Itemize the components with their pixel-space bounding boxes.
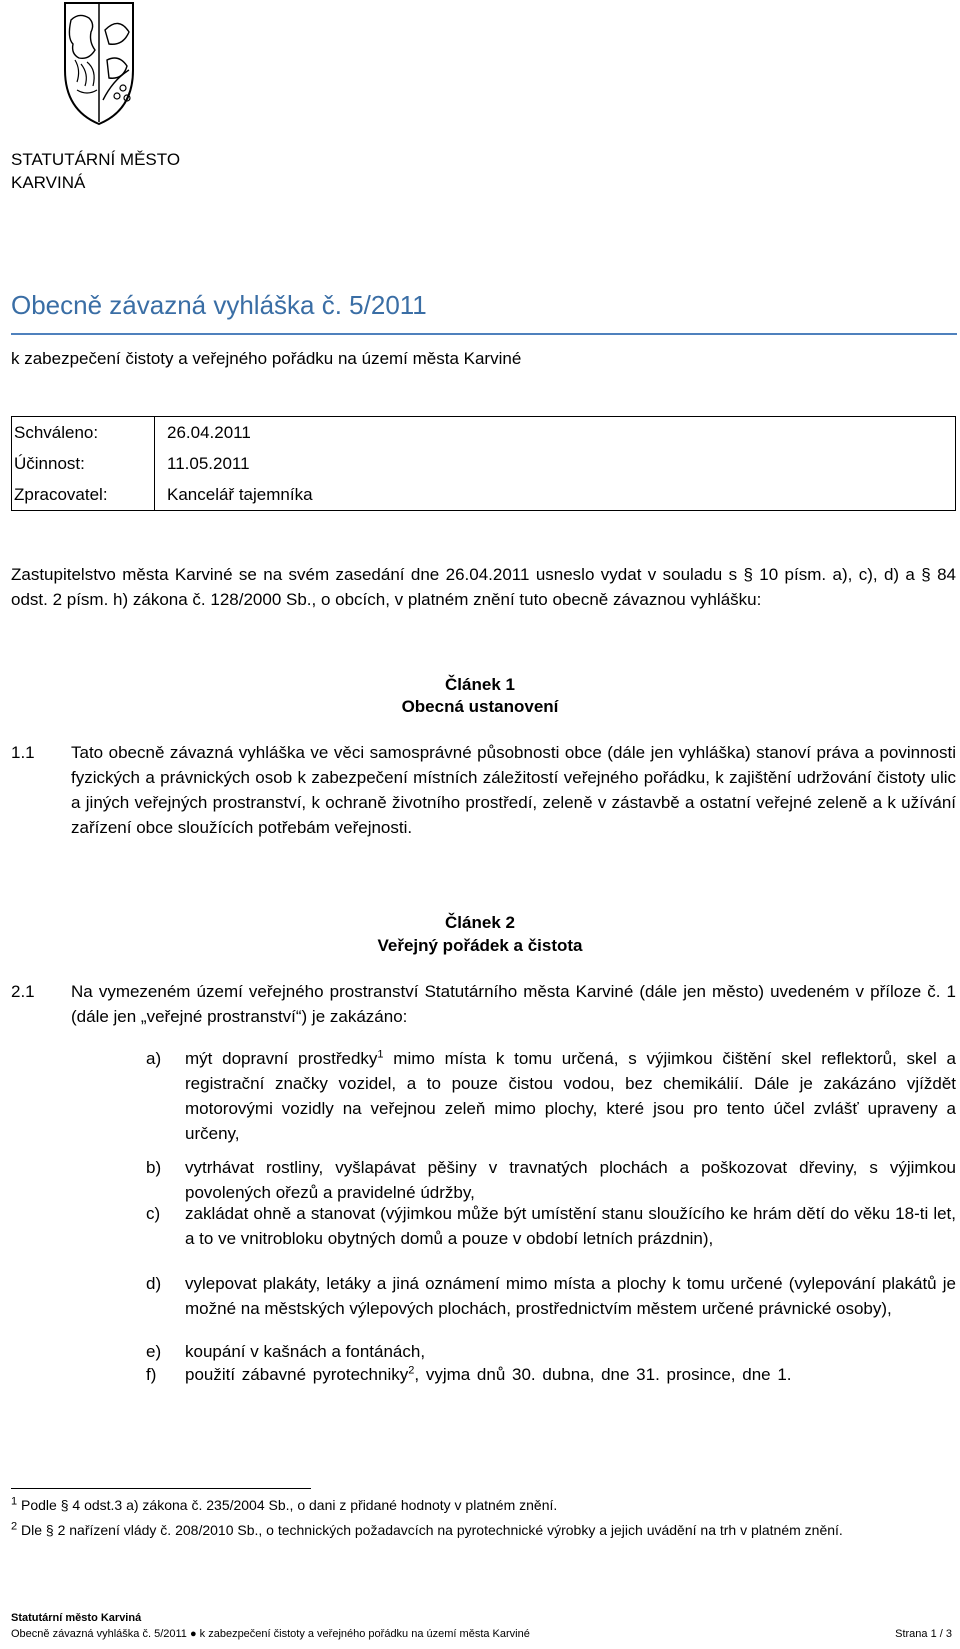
info-value: 26.04.2011 xyxy=(167,422,251,442)
footnote-divider xyxy=(11,1488,311,1489)
title-divider xyxy=(11,333,957,335)
info-value: Kancelář tajemníka xyxy=(167,484,313,504)
municipality-line2: KARVINÁ xyxy=(11,173,86,192)
info-value: 11.05.2011 xyxy=(167,453,250,473)
list-item-letter: d) xyxy=(146,1274,162,1293)
list-item-text: , vyjma dnů 30. dubna, dne 31. prosince, dne 1. xyxy=(414,1365,792,1384)
list-item-letter: f) xyxy=(146,1365,157,1384)
list-item xyxy=(185,1362,956,1387)
footnote-ref[interactable]: 1 xyxy=(377,1048,384,1061)
list-item-letter: b) xyxy=(146,1158,162,1177)
footnote-ref[interactable]: 2 xyxy=(408,1364,415,1377)
article1-heading: Článek 1 xyxy=(445,675,515,694)
footer-page-number: Strana 1 / 3 xyxy=(895,1628,952,1640)
footnote xyxy=(11,1519,956,1541)
footnote-mark: 2 xyxy=(11,1520,18,1533)
document-info-table xyxy=(11,416,956,511)
footer-document: Obecně závazná vyhláška č. 5/2011 ● k zabezpečení čistoty a veřejného pořádku na území města Karviné xyxy=(11,1628,530,1640)
list-item xyxy=(185,1046,956,1146)
footnote-text: Dle § 2 nařízení vlády č. 208/2010 Sb., o technických požadavcích na pyrotechnické výrobky a jejich uvádění na trh v platném znění. xyxy=(17,1522,843,1538)
list-item: zakládat ohně a stanovat (výjimkou může být umístění stanu sloužícího ke hrám dětí do věku 18-ti let, a to ve vnitrobloku obytných domů a pouze v období letních prázdnin), xyxy=(185,1204,956,1248)
document-title: Obecně závazná vyhláška č. 5/2011 xyxy=(11,290,427,320)
info-label: Zpracovatel: xyxy=(12,479,155,511)
list-item-text: použití zábavné pyrotechniky xyxy=(185,1365,409,1384)
info-label: Schváleno: xyxy=(12,417,155,449)
list-item-letter: c) xyxy=(146,1204,161,1223)
municipality-line1: STATUTÁRNÍ MĚSTO xyxy=(11,150,181,169)
info-row-effective xyxy=(12,448,956,479)
list-item: vylepovat plakáty, letáky a jiná oznámení mimo místa a plochy k tomu určené (vylepování plakátů je možné na městských výlepových plochách, prostřednictvím městem určené právnické osoby), xyxy=(185,1274,956,1318)
municipality-name xyxy=(11,148,180,194)
footer-organization: Statutární město Karviná xyxy=(11,1612,142,1624)
intro-paragraph: Zastupitelstvo města Karviné se na svém zasedání dne 26.04.2011 usneslo vydat v souladu s § 10 písm. a), c), d) a § 84 odst. 2 písm. h) zákona č. 128/2000 Sb., o obcích, v platném znění tuto obecně závaznou vyhlášku: xyxy=(11,565,956,609)
article2-title: Veřejný pořádek a čistota xyxy=(377,936,583,955)
article1-title: Obecná ustanovení xyxy=(401,697,559,716)
article1-paragraph-number: 1.1 xyxy=(11,743,35,762)
city-coat-of-arms-icon xyxy=(61,0,137,127)
footnote-text: Podle § 4 odst.3 a) zákona č. 235/2004 Sb., o dani z přidané hodnoty v platném znění. xyxy=(17,1497,558,1513)
document-subtitle: k zabezpečení čistoty a veřejného pořádku na území města Karviné xyxy=(11,349,522,368)
article2-paragraph: Na vymezeném území veřejného prostranství Statutárního města Karviné (dále jen město) uvedeném v příloze č. 1 (dále jen „veřejné prostranství“) je zakázáno: xyxy=(71,982,956,1026)
info-row-approved xyxy=(12,417,956,449)
footnote-mark: 1 xyxy=(11,1495,18,1508)
article2-heading: Článek 2 xyxy=(445,913,515,932)
footnote xyxy=(11,1494,956,1516)
list-item-letter: e) xyxy=(146,1342,162,1361)
info-row-author xyxy=(12,479,956,511)
list-item-text: mýt dopravní prostředky xyxy=(185,1049,378,1068)
list-item-text: mimo místa k tomu určená, s výjimkou čištění skel reflektorů, skel a registrační značky vozidel, a to pouze čistou vodou, bez chemikálií. Dále je zakázáno vjíždět motorovými vozidly na veřejnou zeleň mimo plochy, které jsou pro tento účel zvlášť upraveny a určeny, xyxy=(185,1049,956,1143)
list-item-letter: a) xyxy=(146,1049,162,1068)
info-label: Účinnost: xyxy=(12,448,155,479)
article2-paragraph-number: 2.1 xyxy=(11,982,35,1001)
article1-paragraph: Tato obecně závazná vyhláška ve věci samosprávné působnosti obce (dále jen vyhláška) stanoví práva a povinnosti fyzických a právnických osob k zabezpečení místních záležitostí veřejného pořádku, k zajištění udržování čistoty ulic a jiných veřejných prostranství, k ochraně životního prostředí, zeleně v zástavbě a ostatní veřejné zeleně a k užívání zařízení obce sloužících potřebám veřejnosti. xyxy=(71,743,956,837)
list-item: vytrhávat rostliny, vyšlapávat pěšiny v travnatých plochách a poškozovat dřeviny, s výjimkou povolených ořezů a pravidelné údržby, xyxy=(185,1158,956,1202)
list-item: koupání v kašnách a fontánách, xyxy=(185,1342,426,1361)
